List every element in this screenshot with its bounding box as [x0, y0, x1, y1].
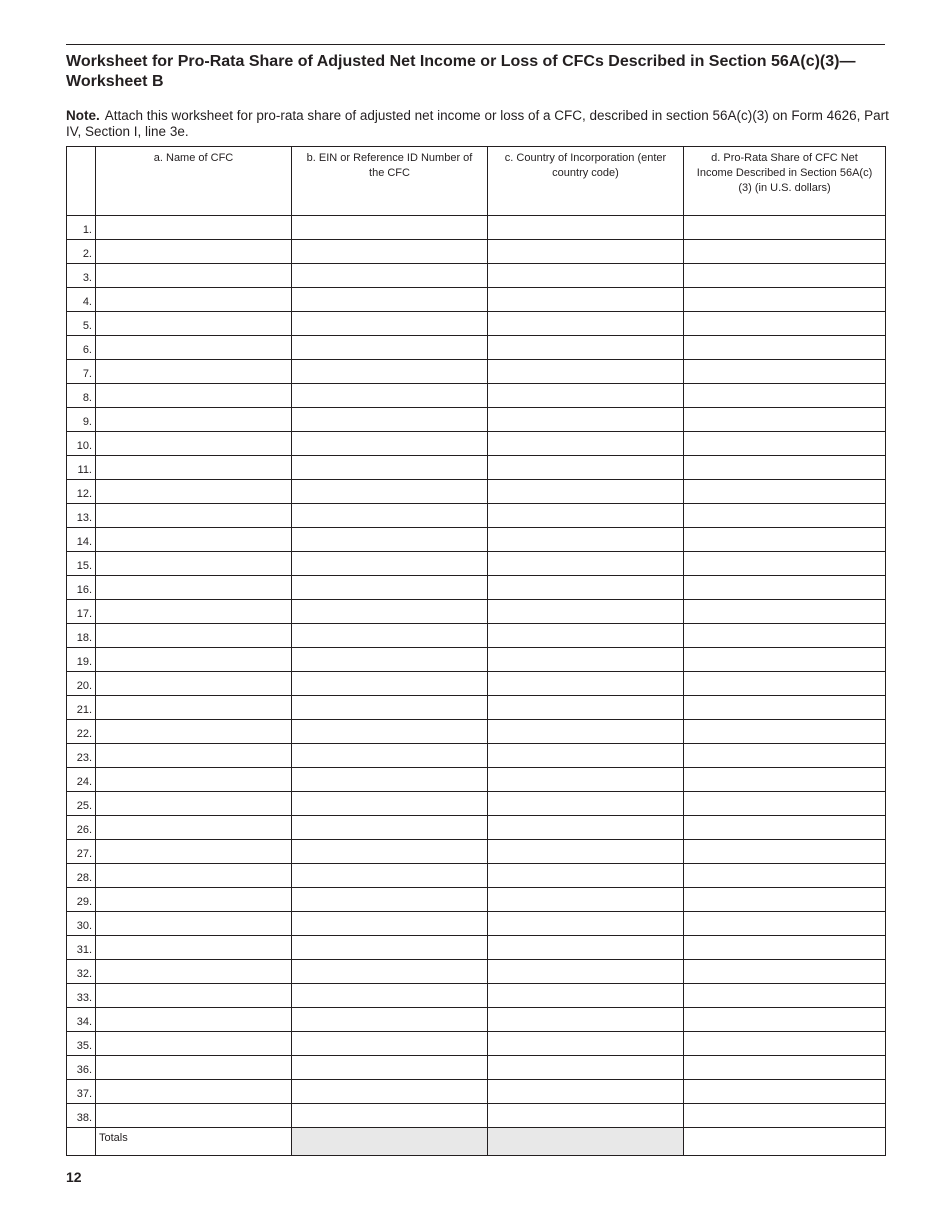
table-row — [67, 336, 886, 360]
ein-cell[interactable] — [292, 1032, 488, 1056]
ein-cell[interactable] — [292, 696, 488, 720]
country-cell[interactable] — [488, 888, 684, 912]
ein-cell[interactable] — [292, 1008, 488, 1032]
line-number: 23. — [67, 744, 96, 768]
table-row — [67, 408, 886, 432]
table-row — [67, 792, 886, 816]
pro-rata-share-cell[interactable] — [684, 1032, 886, 1056]
pro-rata-share-cell[interactable] — [684, 792, 886, 816]
name-of-cfc-cell[interactable] — [96, 744, 292, 768]
table-row — [67, 1104, 886, 1128]
table-row — [67, 648, 886, 672]
ein-cell[interactable] — [292, 792, 488, 816]
country-cell[interactable] — [488, 336, 684, 360]
ein-cell[interactable] — [292, 336, 488, 360]
pro-rata-share-cell[interactable] — [684, 648, 886, 672]
note-text: Attach this worksheet for pro-rata share of adjusted net income or loss of a CFC, described in section 56A(c)(3) on Form 4626, Part IV, Section I, line 3e. — [66, 108, 889, 139]
ein-cell[interactable] — [292, 480, 488, 504]
line-number: 38. — [67, 1104, 96, 1128]
line-number: 7. — [67, 360, 96, 384]
pro-rata-share-cell[interactable] — [684, 768, 886, 792]
totals-pro-rata-share-cell[interactable] — [684, 1128, 886, 1156]
table-row — [67, 480, 886, 504]
line-number: 12. — [67, 480, 96, 504]
name-of-cfc-cell[interactable] — [96, 1056, 292, 1080]
pro-rata-share-cell[interactable] — [684, 744, 886, 768]
table-row — [67, 744, 886, 768]
table-row — [67, 768, 886, 792]
name-of-cfc-cell[interactable] — [96, 912, 292, 936]
pro-rata-share-cell[interactable] — [684, 936, 886, 960]
table-row — [67, 576, 886, 600]
name-of-cfc-cell[interactable] — [96, 1008, 292, 1032]
table-row — [67, 672, 886, 696]
country-cell[interactable] — [488, 744, 684, 768]
pro-rata-share-cell[interactable] — [684, 528, 886, 552]
line-number: 5. — [67, 312, 96, 336]
ein-cell[interactable] — [292, 936, 488, 960]
name-of-cfc-cell[interactable] — [96, 624, 292, 648]
pro-rata-share-cell[interactable] — [684, 312, 886, 336]
country-cell[interactable] — [488, 936, 684, 960]
pro-rata-share-cell[interactable] — [684, 384, 886, 408]
ein-cell[interactable] — [292, 240, 488, 264]
ein-cell[interactable] — [292, 1104, 488, 1128]
country-cell[interactable] — [488, 1032, 684, 1056]
line-number: 19. — [67, 648, 96, 672]
name-of-cfc-cell[interactable] — [96, 552, 292, 576]
pro-rata-share-cell[interactable] — [684, 336, 886, 360]
header-row — [67, 147, 886, 216]
line-number: 27. — [67, 840, 96, 864]
pro-rata-share-cell[interactable] — [684, 984, 886, 1008]
line-number: 20. — [67, 672, 96, 696]
pro-rata-share-cell[interactable] — [684, 1056, 886, 1080]
ein-cell[interactable] — [292, 720, 488, 744]
country-cell[interactable] — [488, 864, 684, 888]
line-number: 11. — [67, 456, 96, 480]
table-row — [67, 696, 886, 720]
line-number: 29. — [67, 888, 96, 912]
line-number: 3. — [67, 264, 96, 288]
line-number: 33. — [67, 984, 96, 1008]
line-number: 4. — [67, 288, 96, 312]
totals-ein-shaded-cell — [292, 1128, 488, 1156]
pro-rata-share-cell[interactable] — [684, 624, 886, 648]
name-of-cfc-cell[interactable] — [96, 648, 292, 672]
ein-cell[interactable] — [292, 816, 488, 840]
line-number: 21. — [67, 696, 96, 720]
table-row — [67, 984, 886, 1008]
pro-rata-share-cell[interactable] — [684, 1080, 886, 1104]
note-label: Note. — [66, 108, 100, 123]
table-row — [67, 552, 886, 576]
name-of-cfc-cell[interactable] — [96, 984, 292, 1008]
pro-rata-share-cell[interactable] — [684, 864, 886, 888]
country-cell[interactable] — [488, 840, 684, 864]
table-body — [67, 216, 886, 1156]
country-cell[interactable] — [488, 432, 684, 456]
ein-cell[interactable] — [292, 600, 488, 624]
name-of-cfc-cell[interactable] — [96, 480, 292, 504]
ein-cell[interactable] — [292, 288, 488, 312]
country-cell[interactable] — [488, 960, 684, 984]
table-row — [67, 288, 886, 312]
line-number: 8. — [67, 384, 96, 408]
ein-cell[interactable] — [292, 744, 488, 768]
name-of-cfc-cell[interactable] — [96, 768, 292, 792]
pro-rata-share-cell[interactable] — [684, 216, 886, 240]
ein-cell[interactable] — [292, 528, 488, 552]
line-number: 18. — [67, 624, 96, 648]
name-of-cfc-cell[interactable] — [96, 216, 292, 240]
name-of-cfc-cell[interactable] — [96, 1080, 292, 1104]
table-row — [67, 312, 886, 336]
country-cell[interactable] — [488, 552, 684, 576]
line-number: 32. — [67, 960, 96, 984]
totals-label: Totals — [96, 1128, 292, 1156]
totals-country-shaded-cell — [488, 1128, 684, 1156]
ein-cell[interactable] — [292, 648, 488, 672]
country-cell[interactable] — [488, 720, 684, 744]
line-number: 25. — [67, 792, 96, 816]
table-row — [67, 960, 886, 984]
line-number: 9. — [67, 408, 96, 432]
name-of-cfc-cell[interactable] — [96, 672, 292, 696]
country-cell[interactable] — [488, 1104, 684, 1128]
ein-cell[interactable] — [292, 360, 488, 384]
top-rule — [66, 44, 885, 45]
name-of-cfc-cell[interactable] — [96, 336, 292, 360]
note — [66, 108, 891, 140]
worksheet-table — [66, 146, 886, 1156]
table-row — [67, 624, 886, 648]
country-cell[interactable] — [488, 288, 684, 312]
line-number: 6. — [67, 336, 96, 360]
ein-cell[interactable] — [292, 576, 488, 600]
country-cell[interactable] — [488, 504, 684, 528]
ein-cell[interactable] — [292, 504, 488, 528]
line-number: 30. — [67, 912, 96, 936]
line-number: 24. — [67, 768, 96, 792]
pro-rata-share-cell[interactable] — [684, 672, 886, 696]
ein-cell[interactable] — [292, 624, 488, 648]
name-of-cfc-cell[interactable] — [96, 264, 292, 288]
table-row — [67, 456, 886, 480]
ein-cell[interactable] — [292, 984, 488, 1008]
line-number: 31. — [67, 936, 96, 960]
name-of-cfc-cell[interactable] — [96, 360, 292, 384]
pro-rata-share-cell[interactable] — [684, 912, 886, 936]
table-row — [67, 360, 886, 384]
country-cell[interactable] — [488, 696, 684, 720]
pro-rata-share-cell[interactable] — [684, 504, 886, 528]
line-number: 34. — [67, 1008, 96, 1032]
ein-cell[interactable] — [292, 1056, 488, 1080]
header-line-number — [67, 147, 96, 216]
pro-rata-share-cell[interactable] — [684, 816, 886, 840]
ein-cell[interactable] — [292, 960, 488, 984]
name-of-cfc-cell[interactable] — [96, 792, 292, 816]
pro-rata-share-cell[interactable] — [684, 288, 886, 312]
country-cell[interactable] — [488, 648, 684, 672]
page-number: 12 — [66, 1169, 82, 1185]
name-of-cfc-cell[interactable] — [96, 864, 292, 888]
header-ein: b. EIN or Reference ID Number of the CFC — [292, 147, 488, 216]
ein-cell[interactable] — [292, 864, 488, 888]
country-cell[interactable] — [488, 1008, 684, 1032]
pro-rata-share-cell[interactable] — [684, 480, 886, 504]
table-row — [67, 240, 886, 264]
ein-cell[interactable] — [292, 912, 488, 936]
ein-cell[interactable] — [292, 432, 488, 456]
ein-cell[interactable] — [292, 456, 488, 480]
pro-rata-share-cell[interactable] — [684, 432, 886, 456]
line-number: 15. — [67, 552, 96, 576]
totals-row — [67, 1128, 886, 1156]
header-name-of-cfc: a. Name of CFC — [96, 147, 292, 216]
country-cell[interactable] — [488, 384, 684, 408]
name-of-cfc-cell[interactable] — [96, 504, 292, 528]
pro-rata-share-cell[interactable] — [684, 600, 886, 624]
pro-rata-share-cell[interactable] — [684, 264, 886, 288]
line-number: 28. — [67, 864, 96, 888]
country-cell[interactable] — [488, 816, 684, 840]
country-cell[interactable] — [488, 528, 684, 552]
line-number: 2. — [67, 240, 96, 264]
name-of-cfc-cell[interactable] — [96, 888, 292, 912]
ein-cell[interactable] — [292, 408, 488, 432]
country-cell[interactable] — [488, 792, 684, 816]
line-number: 17. — [67, 600, 96, 624]
pro-rata-share-cell[interactable] — [684, 408, 886, 432]
ein-cell[interactable] — [292, 216, 488, 240]
name-of-cfc-cell[interactable] — [96, 576, 292, 600]
name-of-cfc-cell[interactable] — [96, 408, 292, 432]
country-cell[interactable] — [488, 456, 684, 480]
line-number: 26. — [67, 816, 96, 840]
line-number: 35. — [67, 1032, 96, 1056]
name-of-cfc-cell[interactable] — [96, 960, 292, 984]
table-row — [67, 384, 886, 408]
pro-rata-share-cell[interactable] — [684, 576, 886, 600]
pro-rata-share-cell[interactable] — [684, 456, 886, 480]
table-row — [67, 504, 886, 528]
table-row — [67, 840, 886, 864]
country-cell[interactable] — [488, 480, 684, 504]
ein-cell[interactable] — [292, 840, 488, 864]
name-of-cfc-cell[interactable] — [96, 840, 292, 864]
ein-cell[interactable] — [292, 264, 488, 288]
name-of-cfc-cell[interactable] — [96, 456, 292, 480]
country-cell[interactable] — [488, 600, 684, 624]
ein-cell[interactable] — [292, 384, 488, 408]
name-of-cfc-cell[interactable] — [96, 600, 292, 624]
name-of-cfc-cell[interactable] — [96, 240, 292, 264]
country-cell[interactable] — [488, 1080, 684, 1104]
header-pro-rata-share: d. Pro-Rata Share of CFC Net Income Described in Section 56A(c)(3) (in U.S. dollars) — [684, 147, 886, 216]
table-row — [67, 888, 886, 912]
country-cell[interactable] — [488, 768, 684, 792]
country-cell[interactable] — [488, 408, 684, 432]
line-number: 14. — [67, 528, 96, 552]
table-row — [67, 432, 886, 456]
line-number: 22. — [67, 720, 96, 744]
country-cell[interactable] — [488, 360, 684, 384]
table-row — [67, 1008, 886, 1032]
country-cell[interactable] — [488, 624, 684, 648]
country-cell[interactable] — [488, 264, 684, 288]
name-of-cfc-cell[interactable] — [96, 384, 292, 408]
table-row — [67, 936, 886, 960]
country-cell[interactable] — [488, 312, 684, 336]
line-number: 13. — [67, 504, 96, 528]
pro-rata-share-cell[interactable] — [684, 240, 886, 264]
country-cell[interactable] — [488, 984, 684, 1008]
pro-rata-share-cell[interactable] — [684, 840, 886, 864]
name-of-cfc-cell[interactable] — [96, 312, 292, 336]
country-cell[interactable] — [488, 912, 684, 936]
country-cell[interactable] — [488, 216, 684, 240]
country-cell[interactable] — [488, 1056, 684, 1080]
table-row — [67, 264, 886, 288]
pro-rata-share-cell[interactable] — [684, 696, 886, 720]
pro-rata-share-cell[interactable] — [684, 1104, 886, 1128]
table-row — [67, 600, 886, 624]
table-row — [67, 816, 886, 840]
pro-rata-share-cell[interactable] — [684, 888, 886, 912]
worksheet-title: Worksheet for Pro-Rata Share of Adjusted Net Income or Loss of CFCs Described in Section 56A(c)(3)—Worksheet B — [66, 53, 856, 90]
table-row — [67, 1056, 886, 1080]
table-row — [67, 912, 886, 936]
ein-cell[interactable] — [292, 312, 488, 336]
country-cell[interactable] — [488, 672, 684, 696]
totals-line-number — [67, 1128, 96, 1156]
name-of-cfc-cell[interactable] — [96, 288, 292, 312]
line-number: 16. — [67, 576, 96, 600]
line-number: 1. — [67, 216, 96, 240]
pro-rata-share-cell[interactable] — [684, 1008, 886, 1032]
ein-cell[interactable] — [292, 672, 488, 696]
header-country: c. Country of Incorporation (enter country code) — [488, 147, 684, 216]
country-cell[interactable] — [488, 576, 684, 600]
table-row — [67, 720, 886, 744]
country-cell[interactable] — [488, 240, 684, 264]
pro-rata-share-cell[interactable] — [684, 552, 886, 576]
pro-rata-share-cell[interactable] — [684, 360, 886, 384]
table-row — [67, 216, 886, 240]
ein-cell[interactable] — [292, 552, 488, 576]
name-of-cfc-cell[interactable] — [96, 1104, 292, 1128]
name-of-cfc-cell[interactable] — [96, 696, 292, 720]
name-of-cfc-cell[interactable] — [96, 432, 292, 456]
ein-cell[interactable] — [292, 768, 488, 792]
table-row — [67, 864, 886, 888]
table-row — [67, 1080, 886, 1104]
table-row — [67, 528, 886, 552]
ein-cell[interactable] — [292, 1080, 488, 1104]
name-of-cfc-cell[interactable] — [96, 1032, 292, 1056]
line-number: 37. — [67, 1080, 96, 1104]
ein-cell[interactable] — [292, 888, 488, 912]
line-number: 36. — [67, 1056, 96, 1080]
pro-rata-share-cell[interactable] — [684, 720, 886, 744]
line-number: 10. — [67, 432, 96, 456]
name-of-cfc-cell[interactable] — [96, 936, 292, 960]
pro-rata-share-cell[interactable] — [684, 960, 886, 984]
name-of-cfc-cell[interactable] — [96, 528, 292, 552]
name-of-cfc-cell[interactable] — [96, 816, 292, 840]
table-row — [67, 1032, 886, 1056]
name-of-cfc-cell[interactable] — [96, 720, 292, 744]
